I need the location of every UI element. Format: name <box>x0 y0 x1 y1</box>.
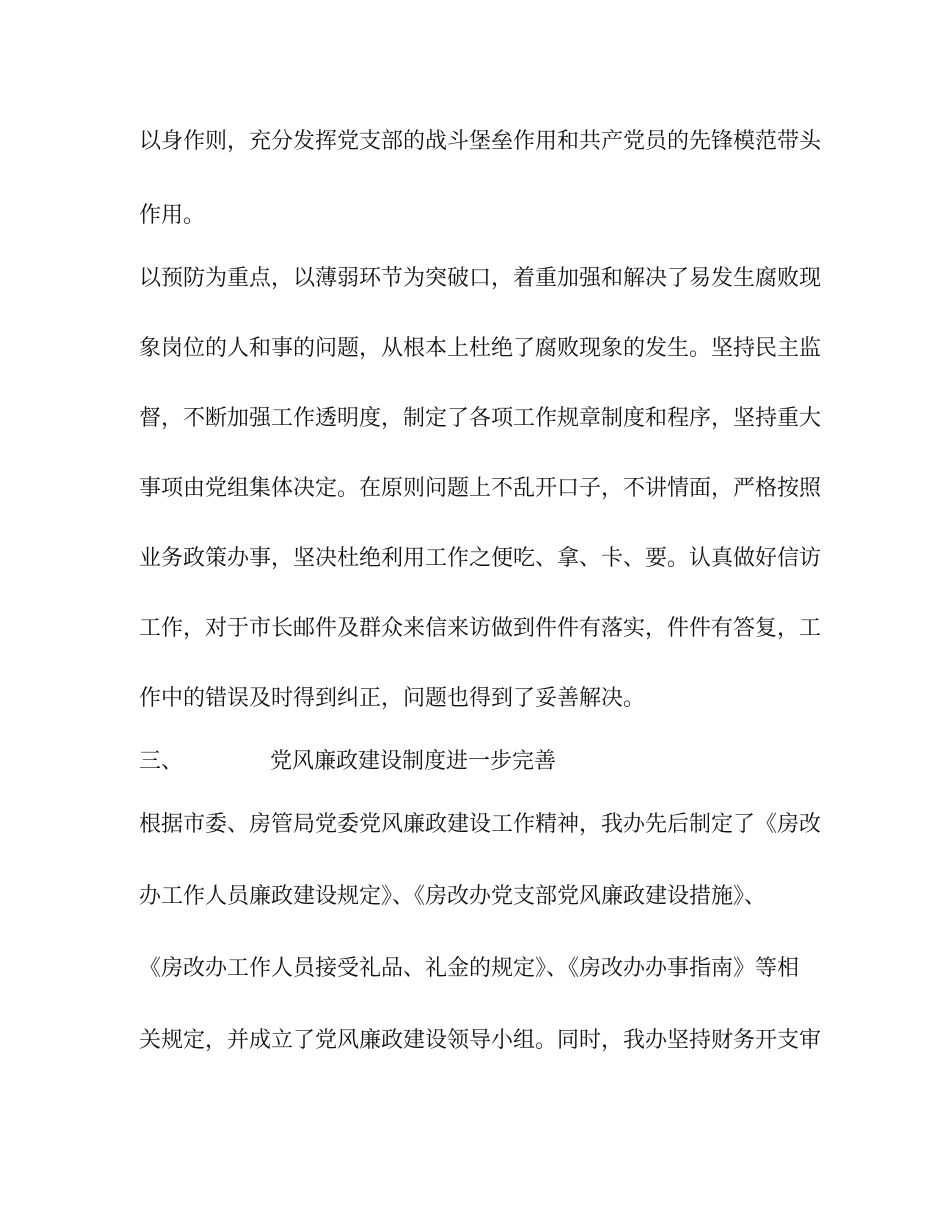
paragraph-3-line-1: 根据市委、房管局党委党风廉政建设工作精神，我办先后制定了《房改 <box>139 812 822 837</box>
paragraph-3-line-3: 《房改办工作人员接受礼品、礼金的规定》、《房改办办事指南》等相 <box>139 956 800 981</box>
paragraph-2-line-7: 作中的错误及时得到纠正，问题也得到了妥善解决。 <box>139 686 646 711</box>
section-heading-number: 三、 <box>139 749 184 774</box>
paragraph-3-line-4: 关规定，并成立了党风廉政建设领导小组。同时，我办坚持财务开支审 <box>139 1028 822 1053</box>
paragraph-1-line-2: 作用。 <box>139 203 206 228</box>
paragraph-2-line-3: 督，不断加强工作透明度，制定了各项工作规章制度和程序，坚持重大 <box>139 406 822 431</box>
paragraph-2-line-1: 以预防为重点，以薄弱环节为突破口，着重加强和解决了易发生腐败现 <box>139 266 822 291</box>
paragraph-2-line-6: 工作，对于市长邮件及群众来信来访做到件件有落实，件件有答复，工 <box>139 616 822 641</box>
paragraph-2-line-5: 业务政策办事，坚决杜绝利用工作之便吃、拿、卡、要。认真做好信访 <box>139 546 822 571</box>
paragraph-3-line-2: 办工作人员廉政建设规定》、《房改办党支部党风廉政建设措施》、 <box>139 884 767 909</box>
paragraph-1-line-1: 以身作则，充分发挥党支部的战斗堡垒作用和共产党员的先锋模范带头 <box>139 129 822 154</box>
section-heading-title: 党风廉政建设制度进一步完善 <box>270 749 557 774</box>
paragraph-2-line-2: 象岗位的人和事的问题，从根本上杜绝了腐败现象的发生。坚持民主监 <box>139 336 822 361</box>
paragraph-2-line-4: 事项由党组集体决定。在原则问题上不乱开口子，不讲情面，严格按照 <box>139 476 822 501</box>
